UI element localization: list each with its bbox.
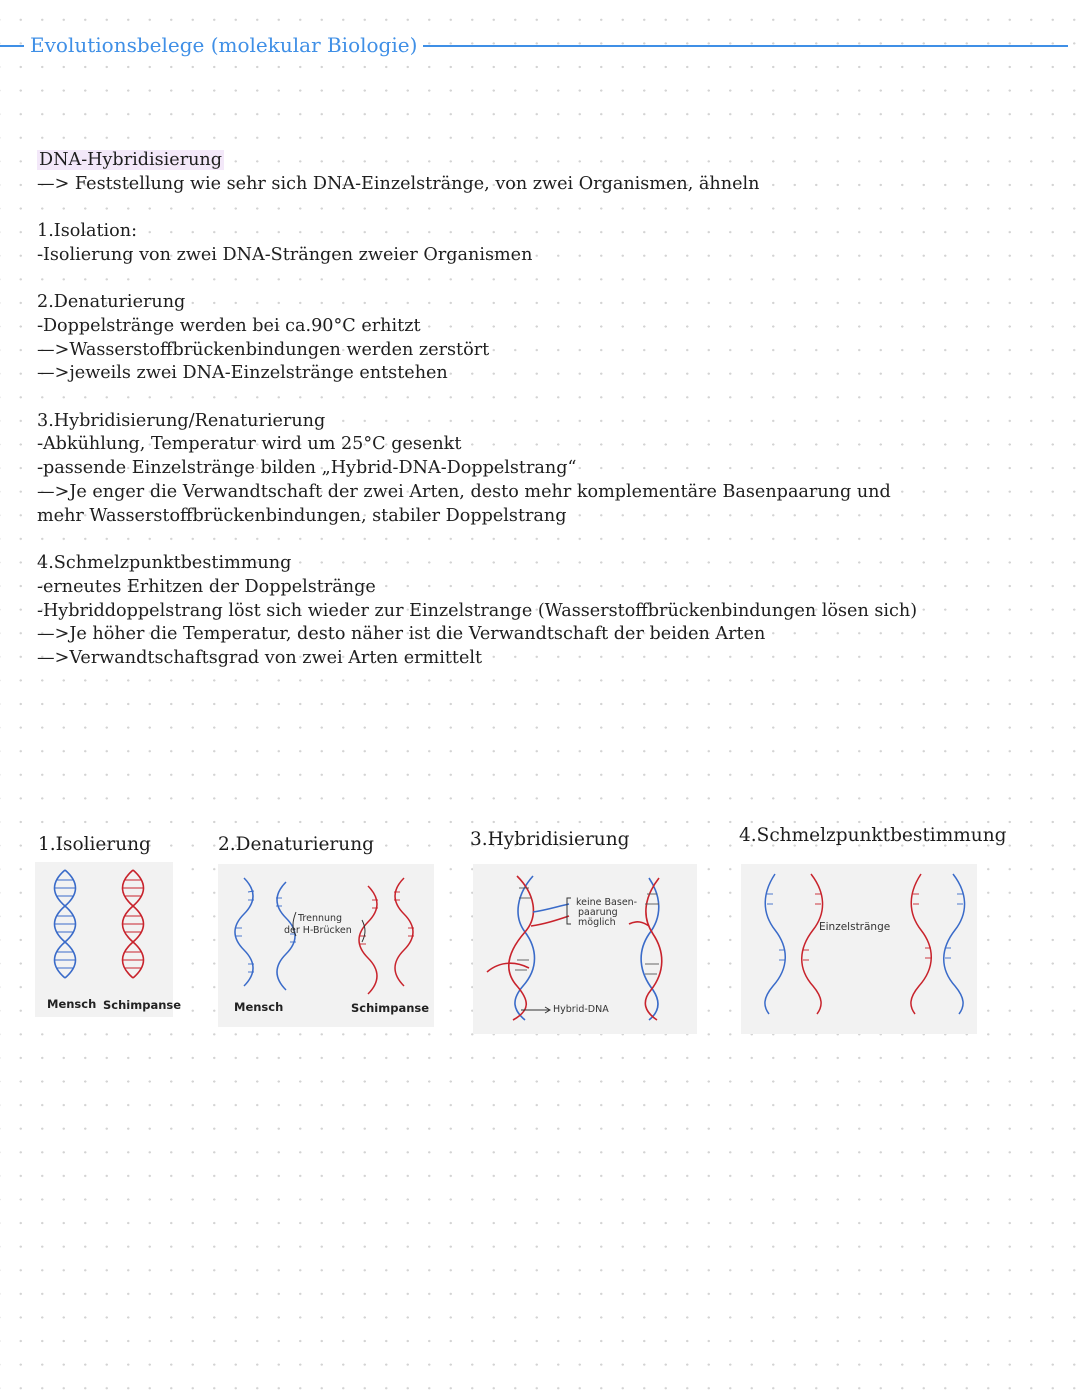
- step-heading: 3.Hybridisierung/Renaturierung: [37, 410, 326, 431]
- step-melting-point: [37, 552, 1047, 671]
- figure-label-melting-point: 4.Schmelzpunktbestimmung: [739, 825, 1007, 846]
- annotation-pairing: paarung: [578, 907, 618, 918]
- step-denaturation: [37, 291, 1047, 386]
- step-line: -erneutes Erhitzen der Doppelstränge: [37, 576, 376, 597]
- annotation-h-bonds: der H-Brücken: [284, 925, 352, 936]
- figure-label-denaturation: 2.Denaturierung: [218, 834, 374, 855]
- step-line: -Hybriddoppelstrang löst sich wieder zur Einzelstrange (Wasserstoffbrückenbindungen lösen sich): [37, 600, 918, 621]
- step-line: —>Je höher die Temperatur, desto näher ist die Verwandtschaft der beiden Arten: [37, 624, 766, 645]
- annotation-separation: Trennung: [298, 913, 343, 924]
- caption-chimpanzee: Schimpanse: [351, 1001, 430, 1015]
- annotation-no-base-pairing: keine Basen-: [576, 897, 638, 908]
- figure-panel-melting-point: [741, 864, 977, 1034]
- intro-heading: DNA-Hybridisierung: [39, 150, 223, 170]
- figure-panel-denaturation: [218, 864, 434, 1027]
- figure-label-isolation: 1.Isolierung: [38, 834, 151, 855]
- step-heading: 1.Isolation:: [37, 220, 138, 241]
- caption-human: Mensch: [47, 997, 97, 1011]
- intro-definition: —> Feststellung wie sehr sich DNA-Einzelstränge, von zwei Organismen, ähneln: [37, 173, 760, 194]
- annotation-possible: möglich: [578, 917, 616, 928]
- intro-section: [37, 149, 1047, 197]
- figure-panel-hybridization: [473, 864, 697, 1034]
- annotation-single-strands: Einzelstränge: [819, 921, 891, 933]
- step-heading: 2.Denaturierung: [37, 291, 186, 312]
- figure-label-hybridization: 3.Hybridisierung: [470, 829, 630, 850]
- caption-chimpanzee: Schimpanse: [103, 998, 182, 1012]
- step-line: —>Verwandtschaftsgrad von zwei Arten ermittelt: [37, 648, 483, 669]
- figure-panel-isolation: [35, 862, 182, 1017]
- caption-human: Mensch: [234, 1000, 284, 1014]
- step-line: —>Je enger die Verwandtschaft der zwei Arten, desto mehr komplementäre Basenpaarung und mehr Wasserstoffbrückenbindungen, stabiler Doppelstrang: [37, 481, 891, 526]
- step-isolation: [37, 220, 1047, 268]
- step-line: —>jeweils zwei DNA-Einzelstränge entstehen: [37, 363, 448, 384]
- step-line: -passende Einzelstränge bilden „Hybrid-DNA-Doppelstrang“: [37, 458, 577, 479]
- step-heading: 4.Schmelzpunktbestimmung: [37, 552, 292, 573]
- step-line: -Isolierung von zwei DNA-Strängen zweier Organismen: [37, 244, 533, 265]
- dna-double-helix-icons: [35, 862, 173, 1017]
- step-line: -Doppelstränge werden bei ca.90°C erhitzt: [37, 315, 421, 336]
- annotation-hybrid-dna: Hybrid-DNA: [553, 1004, 609, 1015]
- step-hybridization: [37, 410, 1047, 529]
- notes-body: [37, 149, 1047, 671]
- page-title: Evolutionsbelege (molekular Biologie): [24, 31, 423, 59]
- step-line: -Abkühlung, Temperatur wird um 25°C gesenkt: [37, 434, 462, 455]
- step-line: —>Wasserstoffbrückenbindungen werden zerstört: [37, 339, 490, 360]
- single-strands-icons: [741, 864, 977, 1034]
